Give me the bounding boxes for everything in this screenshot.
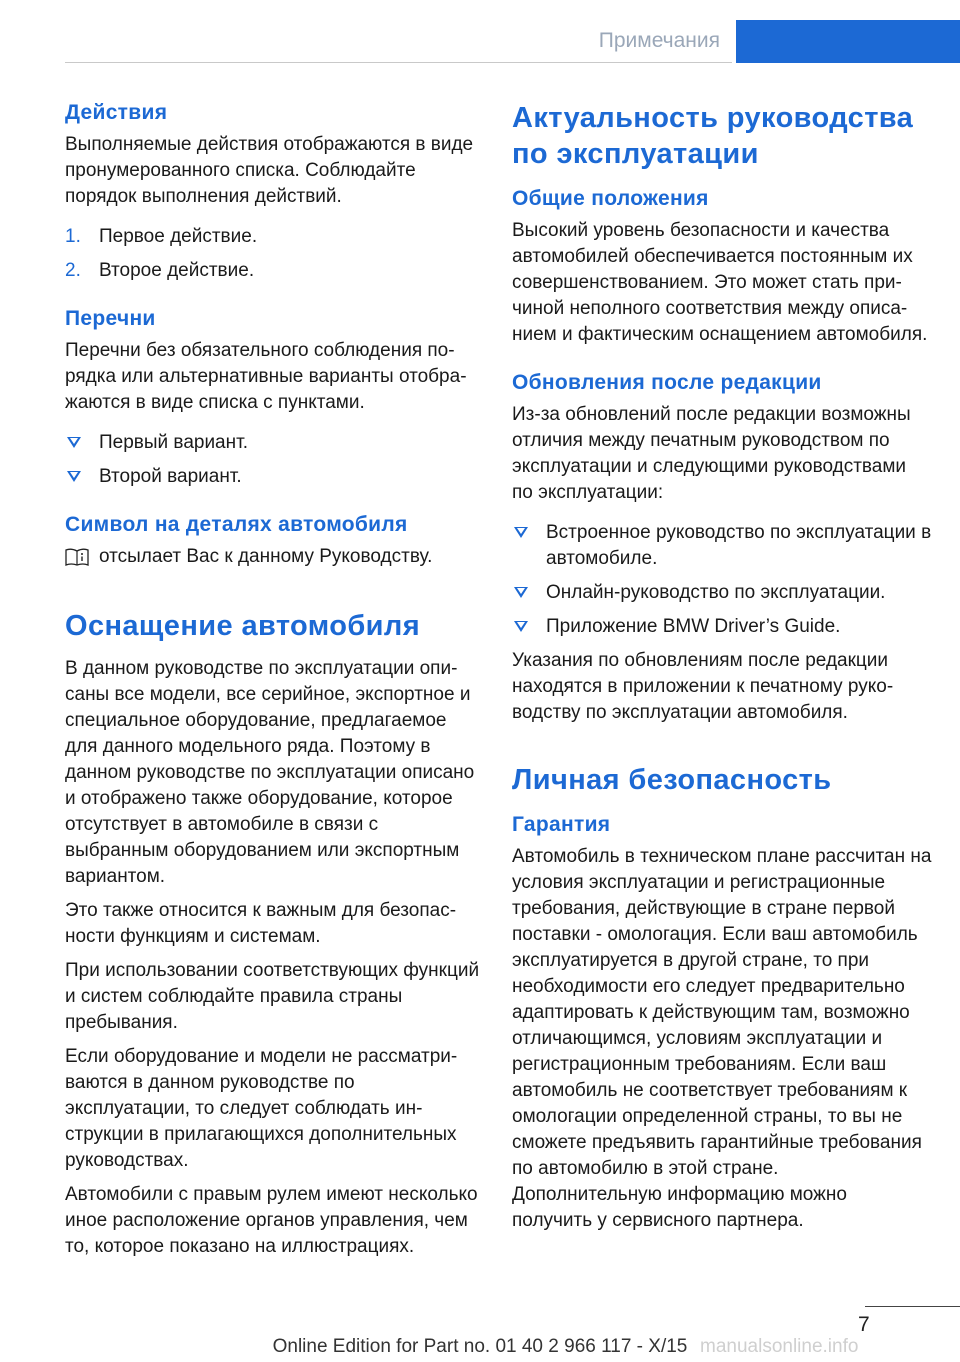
item-text: Первое действие. bbox=[99, 226, 258, 247]
equipment-heading: Оснащение автомобиля bbox=[65, 610, 421, 642]
item-text: Второй вариант. bbox=[99, 466, 242, 487]
item-text: Онлайн-руководство по эксплуатации. bbox=[546, 582, 886, 603]
bullet-list bbox=[65, 430, 483, 490]
updates-text: Из-за обновлений после редакции возможны отличия между печатным руководством по эксплуатации и следующими руководствами по эксплуатации: bbox=[512, 404, 911, 503]
item-text: Встроенное руководство по эксплуатации в автомобиле. bbox=[546, 522, 932, 569]
header-accent-block bbox=[736, 20, 960, 63]
triangle-bullet-icon bbox=[514, 621, 528, 632]
footer-rule bbox=[865, 1306, 960, 1307]
triangle-bullet-icon bbox=[514, 527, 528, 538]
safety-heading: Личная безопасность bbox=[512, 764, 832, 796]
list-item bbox=[65, 224, 483, 250]
right-column bbox=[512, 100, 932, 1234]
watermark: manualsonline.info bbox=[700, 1336, 859, 1357]
symbol-row bbox=[65, 544, 483, 570]
equipment-paragraph: В данном руководстве по эксплуатации описаны все модели, все серийное, экспортное и специальное оборудование, предлагаемое для данного модельного ряда. Поэтому в данном руководстве по эксплуатации описано и отображено также оборудование, которое отсутствует в автомобиле в связи с выбранным оборудованием или экспортным вариантом. bbox=[65, 658, 475, 887]
item-text: Приложение BMW Driver’s Guide. bbox=[546, 616, 841, 637]
general-text: Высокий уровень безопасности и качества автомобилей обеспечивается постоянным их совершенствованием. Это может стать причиной неполного соответствия между описанием и фактическим оснащением автомобиля. bbox=[512, 220, 928, 345]
lists-heading: Перечни bbox=[65, 307, 156, 330]
triangle-bullet-icon bbox=[67, 437, 81, 448]
page-number: 7 bbox=[858, 1313, 870, 1336]
warranty-text: Автомобиль в техническом плане рассчитан на условия эксплуатации и регистрационные требования, действующие в стране первой поставки - омологация. Если ваш автомобиль эксплуатируется в другой стране, то при необходимости его следует предварительно адаптировать к действующим там, возможно отличающимся, условиям эксплуатации и регистрационным требованиям. Если ваш автомобиль не соответствует требованиям к омологации определенной страны, то вы не сможете предъявить гарантийные требования по автомобилю в этой стране. Дополнительную информацию можно получить у сервисного партнера. bbox=[512, 846, 932, 1231]
item-number: 2. bbox=[65, 260, 81, 281]
header-rule bbox=[65, 62, 732, 63]
equipment-paragraph: При использовании соответствующих функций и систем соблюдайте правила страны пребывания. bbox=[65, 960, 480, 1033]
list-item bbox=[512, 614, 932, 640]
updates-after-text: Указания по обновлениям после редакции находятся в приложении к печатному руководству по эксплуатации автомобиля. bbox=[512, 650, 894, 723]
item-text: Второе действие. bbox=[99, 260, 255, 281]
relevance-heading: Актуальность руководства по эксплуатации bbox=[512, 102, 914, 170]
symbol-heading: Символ на деталях автомобиля bbox=[65, 513, 408, 536]
edition-footer: Online Edition for Part no. 01 40 2 966 117 - X/15 bbox=[272, 1336, 688, 1357]
item-number: 1. bbox=[65, 226, 81, 247]
equipment-paragraph: Это также относится к важным для безопасности функциям и системам. bbox=[65, 900, 457, 947]
book-info-icon bbox=[65, 548, 89, 566]
list-item bbox=[65, 430, 483, 456]
lists-text: Перечни без обязательного соблюдения порядка или альтернативные варианты отображаются в виде списка с пунктами. bbox=[65, 340, 467, 413]
symbol-text: отсылает Вас к данному Руководству. bbox=[99, 546, 433, 567]
item-text: Первый вариант. bbox=[99, 432, 248, 453]
triangle-bullet-icon bbox=[514, 587, 528, 598]
list-item bbox=[512, 580, 932, 606]
updates-heading: Обновления после редакции bbox=[512, 371, 822, 394]
warranty-heading: Гарантия bbox=[512, 813, 611, 836]
triangle-bullet-icon bbox=[67, 471, 81, 482]
header-title: Примечания bbox=[598, 29, 720, 52]
equipment-paragraph: Автомобили с правым рулем имеют несколько иное расположение органов управления, чем то, которое показано на иллюстрациях. bbox=[65, 1184, 478, 1257]
general-heading: Общие положения bbox=[512, 187, 709, 210]
actions-list bbox=[65, 224, 483, 284]
left-column bbox=[65, 100, 483, 1260]
actions-heading: Действия bbox=[65, 101, 168, 124]
list-item bbox=[65, 464, 483, 490]
actions-text: Выполняемые действия отображаются в виде пронумерованного списка. Соблюдайте порядок выполнения действий. bbox=[65, 134, 474, 207]
list-item bbox=[512, 520, 932, 572]
list-item bbox=[65, 258, 483, 284]
updates-list bbox=[512, 520, 932, 640]
equipment-paragraph: Если оборудование и модели не рассматриваются в данном руководстве по эксплуатации, то следует соблюдать инструкции в прилагающихся дополнительных руководствах. bbox=[65, 1046, 458, 1171]
